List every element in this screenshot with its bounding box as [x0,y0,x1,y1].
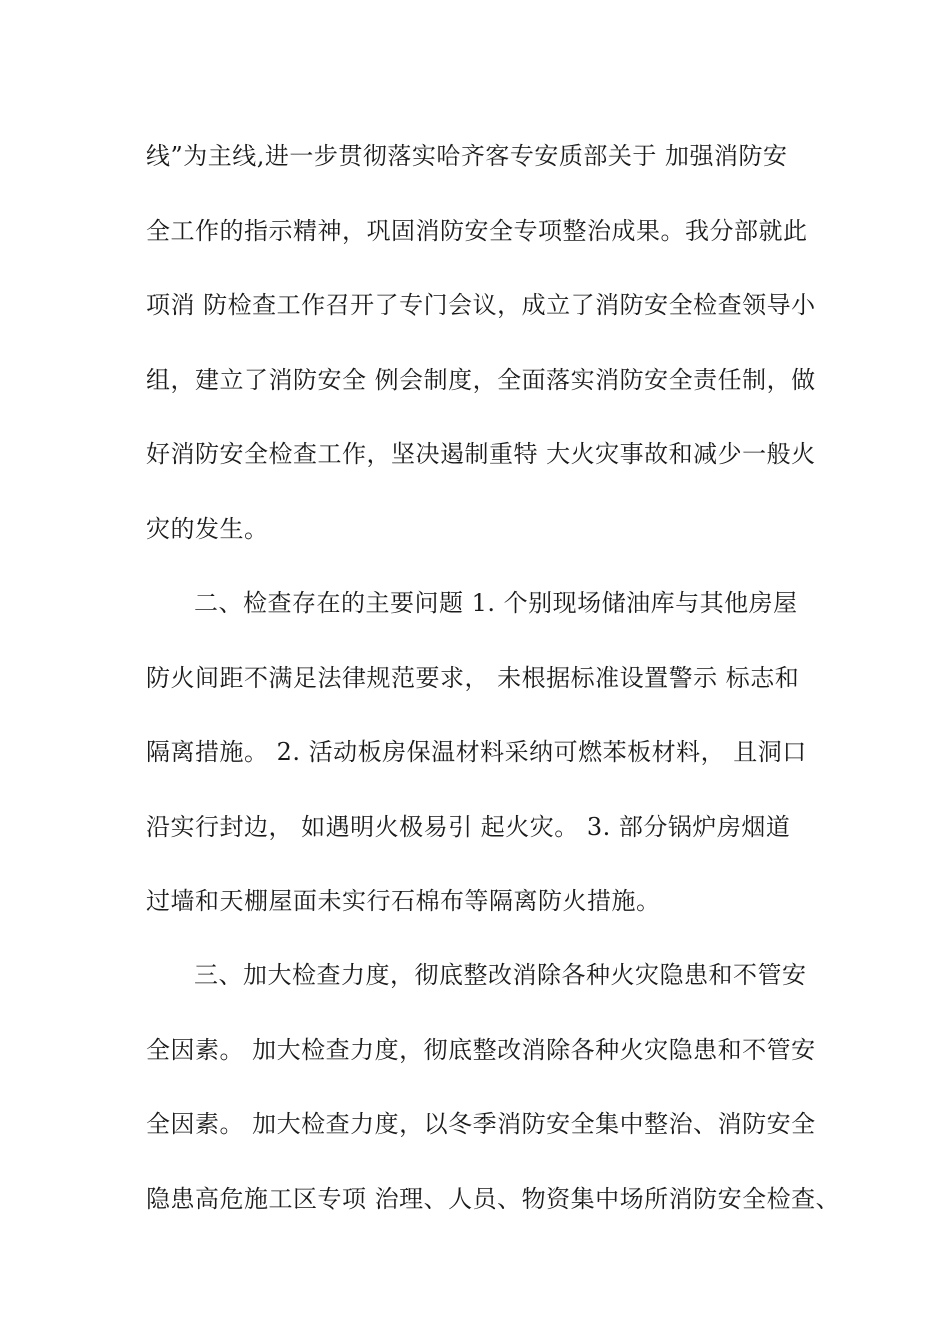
text-line: 全工作的指示精神，巩固消防安全专项整治成果。我分部就此 [146,217,808,245]
text-line: 沿实行封边， 如遇明火极易引 起火灾。 3. 部分锅炉房烟道 [146,813,791,841]
text-line: 项消 防检查工作召开了专门会议，成立了消防安全检查领导小 [146,291,816,319]
section-heading-line: 三、加大检查力度，彻底整改消除各种火灾隐患和不管安 [194,961,807,989]
text-line: 线”为主线,进一步贯彻落实哈齐客专安质部关于 加强消防安 [146,142,788,170]
text-line: 全因素。 加大检查力度，彻底整改消除各种火灾隐患和不管安 [146,1036,816,1064]
text-line: 隐患高危施工区专项 治理、人员、物资集中场所消防安全检查、 [146,1185,841,1213]
text-line: 好消防安全检查工作，坚决遏制重特 大火灾事故和减少一般火 [146,440,816,468]
text-line: 组，建立了消防安全 例会制度，全面落实消防安全责任制，做 [146,366,816,394]
text-line: 过墙和天棚屋面未实行石棉布等隔离防火措施。 [146,887,661,915]
text-line: 全因素。 加大检查力度，以冬季消防安全集中整治、消防安全 [146,1110,816,1138]
text-line: 防火间距不满足法律规范要求， 未根据标准设置警示 标志和 [146,664,800,692]
text-line: 隔离措施。 2. 活动板房保温材料采纳可燃苯板材料， 且洞口 [146,738,807,766]
section-heading-line: 二、检查存在的主要问题 1. 个别现场储油库与其他房屋 [194,589,798,617]
text-line: 灾的发生。 [146,515,269,543]
